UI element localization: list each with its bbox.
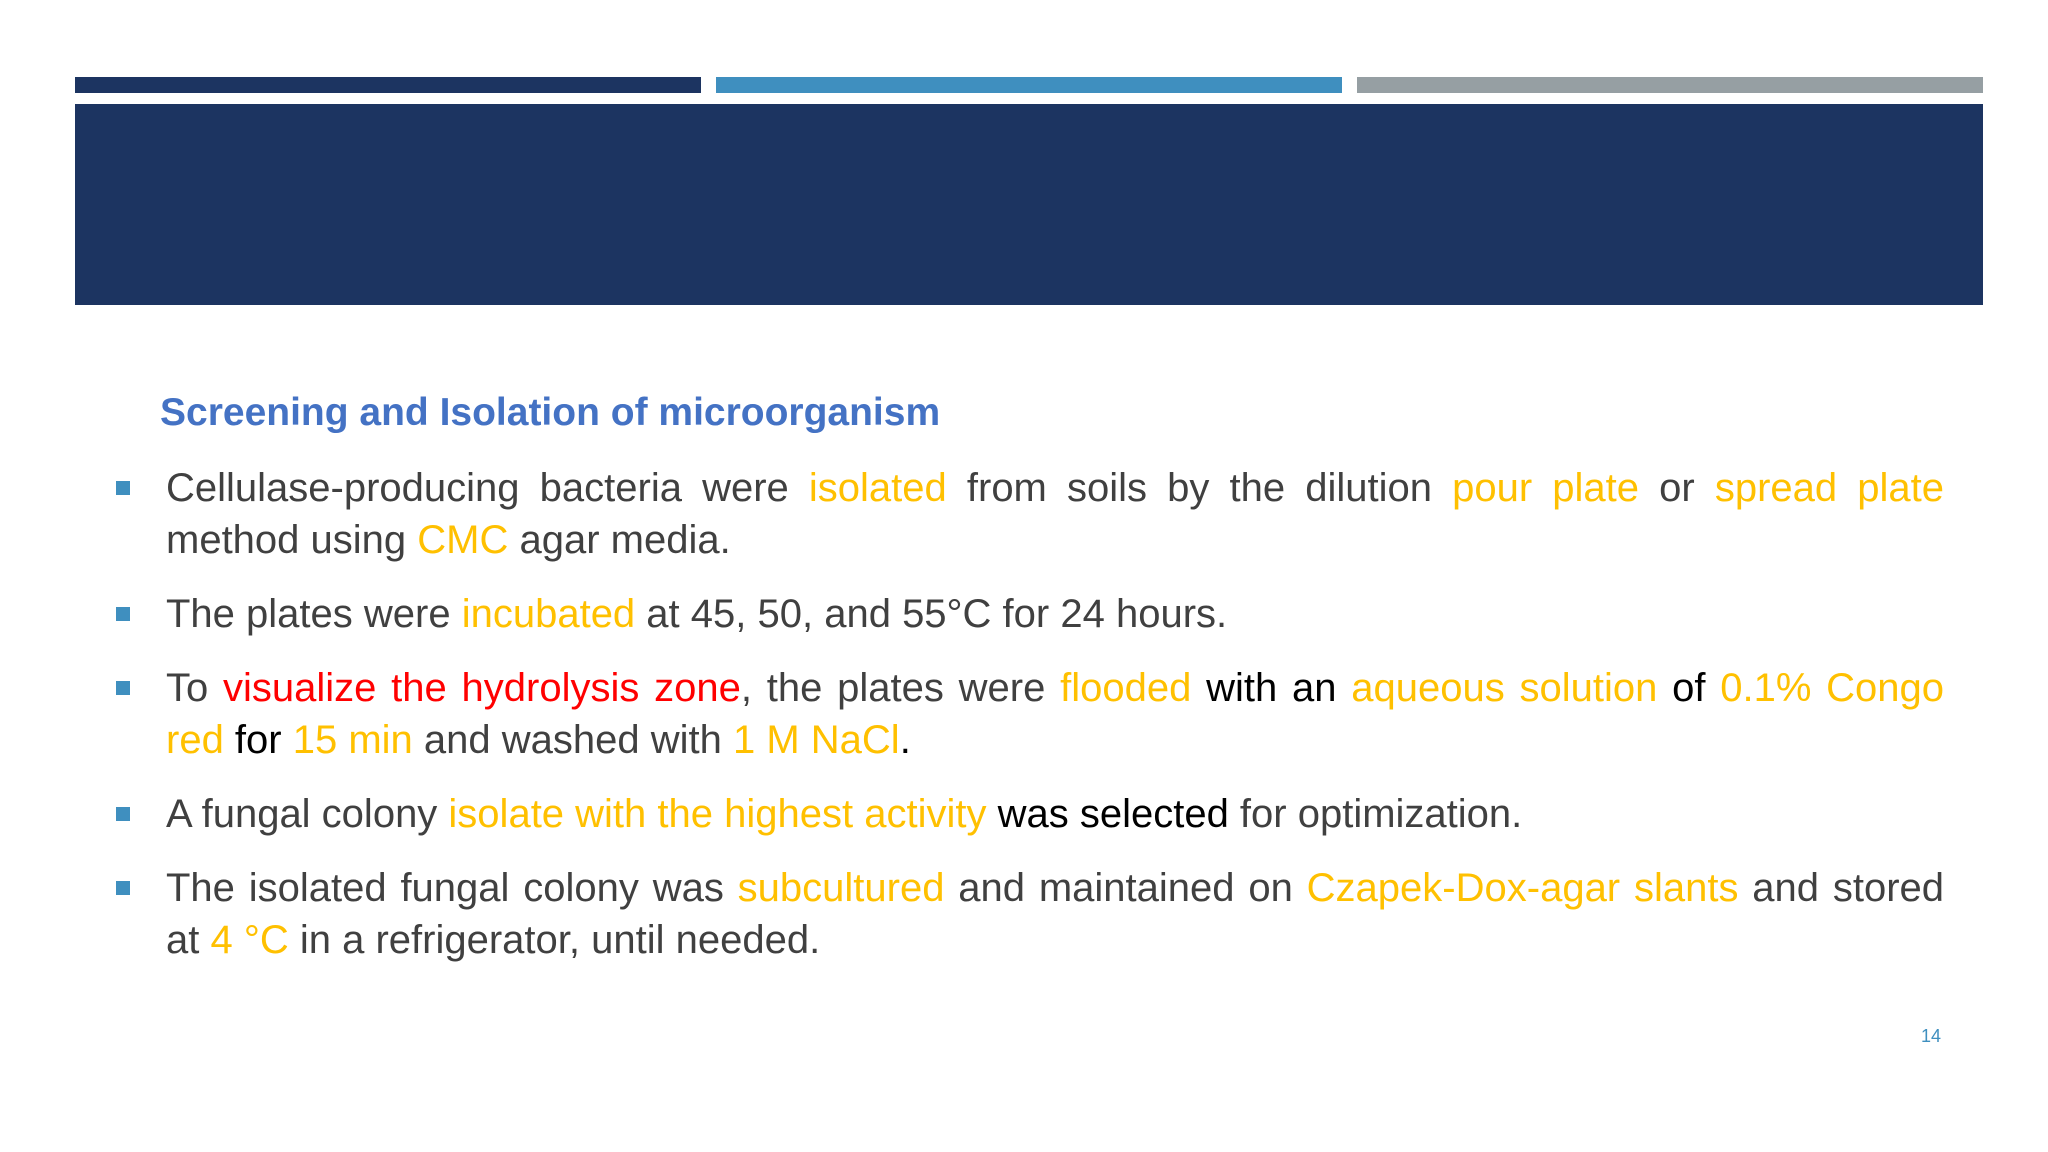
- bullet-item: [116, 862, 1944, 966]
- highlighted-text: spread plate: [1714, 466, 1945, 510]
- bullet-text: method using: [166, 518, 418, 562]
- accent-bar-light-blue: [716, 77, 1342, 93]
- page-number: 14: [1921, 1026, 1942, 1046]
- bullet-text: and maintained on: [944, 866, 1307, 910]
- bullet-text: from soils by the dilution: [946, 466, 1453, 510]
- highlighted-text: .: [899, 718, 911, 762]
- highlighted-text: pour plate: [1452, 466, 1640, 510]
- bullet-text: A fungal colony: [166, 792, 449, 836]
- bullet-text: for optimization.: [1228, 792, 1523, 836]
- bullet-text: and stored at: [166, 866, 1945, 962]
- bullet-text: The isolated fungal colony was: [166, 866, 738, 910]
- bullet-text: and washed with: [412, 718, 733, 762]
- square-bullet-icon: [116, 807, 130, 821]
- bullet-text: at 45, 50, and 55°C for 24 hours.: [635, 592, 1228, 636]
- highlighted-text: isolate with the highest activity: [448, 792, 987, 836]
- bullet-text: agar media.: [508, 518, 731, 562]
- highlighted-text: isolated: [808, 466, 947, 510]
- highlighted-text: was selected: [986, 792, 1229, 836]
- highlighted-text: of: [1657, 666, 1721, 710]
- highlighted-text: visualize the hydrolysis zone: [223, 666, 741, 710]
- highlighted-text: subcultured: [737, 866, 945, 910]
- bullet-text: or: [1639, 466, 1715, 510]
- bullet-item: [116, 662, 1944, 766]
- bullet-text: The plates were: [166, 592, 462, 636]
- highlighted-text: 0.1% Congo red: [166, 666, 1945, 762]
- title-banner: [75, 104, 1983, 305]
- highlighted-text: for: [223, 718, 293, 762]
- bullet-item: [116, 788, 1944, 840]
- bullet-text: To: [166, 666, 224, 710]
- bullet-item: [116, 462, 1944, 566]
- accent-bar-dark-blue: [75, 77, 701, 93]
- bullet-text: , the plates were: [740, 666, 1061, 710]
- bullet-text: in a refrigerator, until needed.: [288, 918, 821, 962]
- highlighted-text: flooded: [1060, 666, 1192, 710]
- square-bullet-icon: [116, 481, 130, 495]
- highlighted-text: 1 M NaCl: [732, 718, 900, 762]
- square-bullet-icon: [116, 881, 130, 895]
- accent-bar-gray: [1357, 77, 1983, 93]
- highlighted-text: CMC: [417, 518, 509, 562]
- highlighted-text: aqueous solution: [1351, 666, 1658, 710]
- bullet-list: [116, 462, 1944, 988]
- square-bullet-icon: [116, 607, 130, 621]
- highlighted-text: with an: [1191, 666, 1352, 710]
- highlighted-text: 4 °C: [210, 918, 289, 962]
- highlighted-text: 15 min: [292, 718, 413, 762]
- highlighted-text: Czapek-Dox-agar slants: [1306, 866, 1739, 910]
- highlighted-text: incubated: [461, 592, 636, 636]
- slide-subtitle: Screening and Isolation of microorganism: [160, 391, 941, 434]
- bullet-item: [116, 588, 1944, 640]
- bullet-text: Cellulase-producing bacteria were: [166, 466, 809, 510]
- square-bullet-icon: [116, 681, 130, 695]
